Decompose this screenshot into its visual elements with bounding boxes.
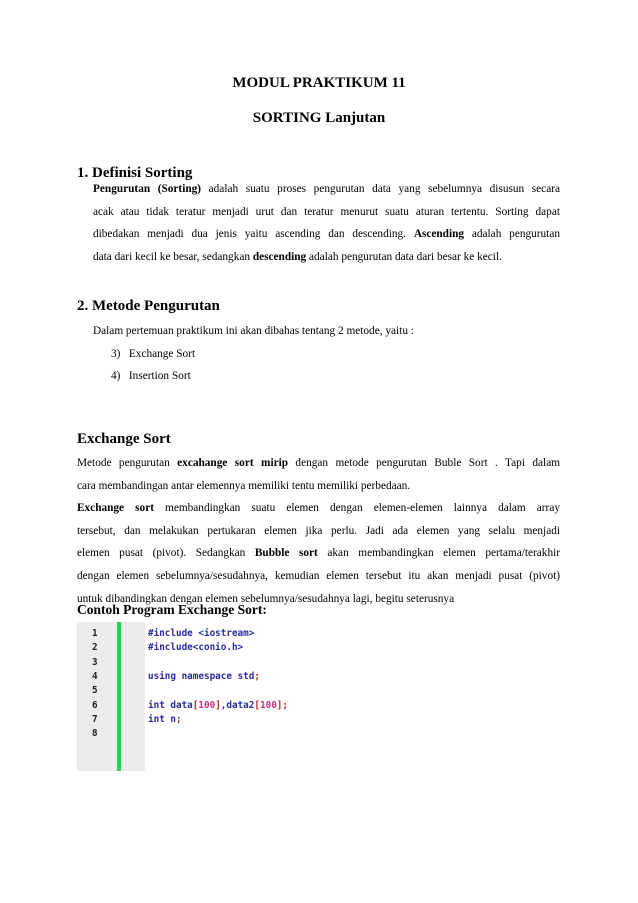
line-number-gutter: [77, 622, 121, 771]
para-line: Metode pengurutan excahange sort mirip dengan metode pengurutan Buble Sort . Tapi dalam: [77, 457, 560, 469]
code-line-number: 8: [92, 728, 98, 740]
code-line-text: #include <iostream>: [148, 628, 255, 639]
para-line: dibedakan menjadi dua jenis yaitu ascending dan descending. Ascending adalah pengurutan: [93, 228, 560, 241]
code-line-number: 6: [92, 699, 98, 711]
code-line-number: 5: [92, 685, 98, 697]
code-line-text: int data[100],data2[100];: [148, 699, 288, 711]
para-line: Exchange sort membandingkan suatu elemen dengan elemen-elemen lainnya dalam array: [77, 502, 560, 515]
exchange-sort-heading: Exchange Sort: [77, 431, 171, 447]
para-line: acak atau tidak teratur menjadi urut dan teratur menurut suatu aturan tertentu. Sorting dapat: [93, 205, 560, 218]
fold-margin: [121, 622, 145, 771]
list-item: 3) Exchange Sort: [111, 348, 196, 360]
section-1-paragraph: [93, 178, 560, 268]
example-heading: Contoh Program Exchange Sort:: [77, 602, 267, 617]
module-title: MODUL PRAKTIKUM 11: [232, 75, 406, 91]
para-line: untuk dibandingkan dengan elemen sebelumnya/sesudahnya lagi, begitu seterusnya: [77, 592, 455, 605]
section-2-heading: 2. Metode Pengurutan: [77, 298, 220, 314]
code-line-text: #include<conio.h>: [148, 642, 244, 654]
para-line: dengan elemen sebelumnya/sesudahnya, kemudian elemen tersebut itu akan menjadi pusat (pivot): [77, 569, 560, 582]
para-line: cara membandingan antar elemennya memiliki tentu memiliki perbedaan.: [77, 479, 411, 492]
section-1-heading: 1. Definisi Sorting: [77, 165, 193, 181]
code-line-number: 1: [92, 628, 98, 639]
code-line-text: int n;: [148, 713, 182, 725]
para-line: tersebut, dan melakukan pertukaran elemen jika perlu. Jadi ada elemen yang selalu menjadi: [77, 524, 560, 537]
code-line-text: using namespace std;: [148, 670, 260, 682]
para-line: Pengurutan (Sorting) adalah suatu proses pengurutan data yang sebelumnya disusun secara: [93, 183, 560, 195]
exchange-sort-paragraph: [77, 452, 560, 610]
para-line: elemen pusat (pivot). Sedangkan Bubble sort akan membandingkan elemen pertama/terakhir: [77, 547, 560, 560]
code-line-number: 7: [92, 713, 98, 725]
para-line: data dari kecil ke besar, sedangkan descending adalah pengurutan data dari besar ke kecil.: [93, 250, 502, 263]
code-line-number: 4: [92, 670, 98, 682]
list-item: 4) Insertion Sort: [111, 370, 191, 382]
code-line-number: 3: [92, 656, 98, 668]
module-subtitle: SORTING Lanjutan: [252, 110, 386, 126]
code-line-number: 2: [92, 642, 98, 654]
section-2-intro: Dalam pertemuan praktikum ini akan dibahas tentang 2 metode, yaitu :: [93, 325, 414, 337]
